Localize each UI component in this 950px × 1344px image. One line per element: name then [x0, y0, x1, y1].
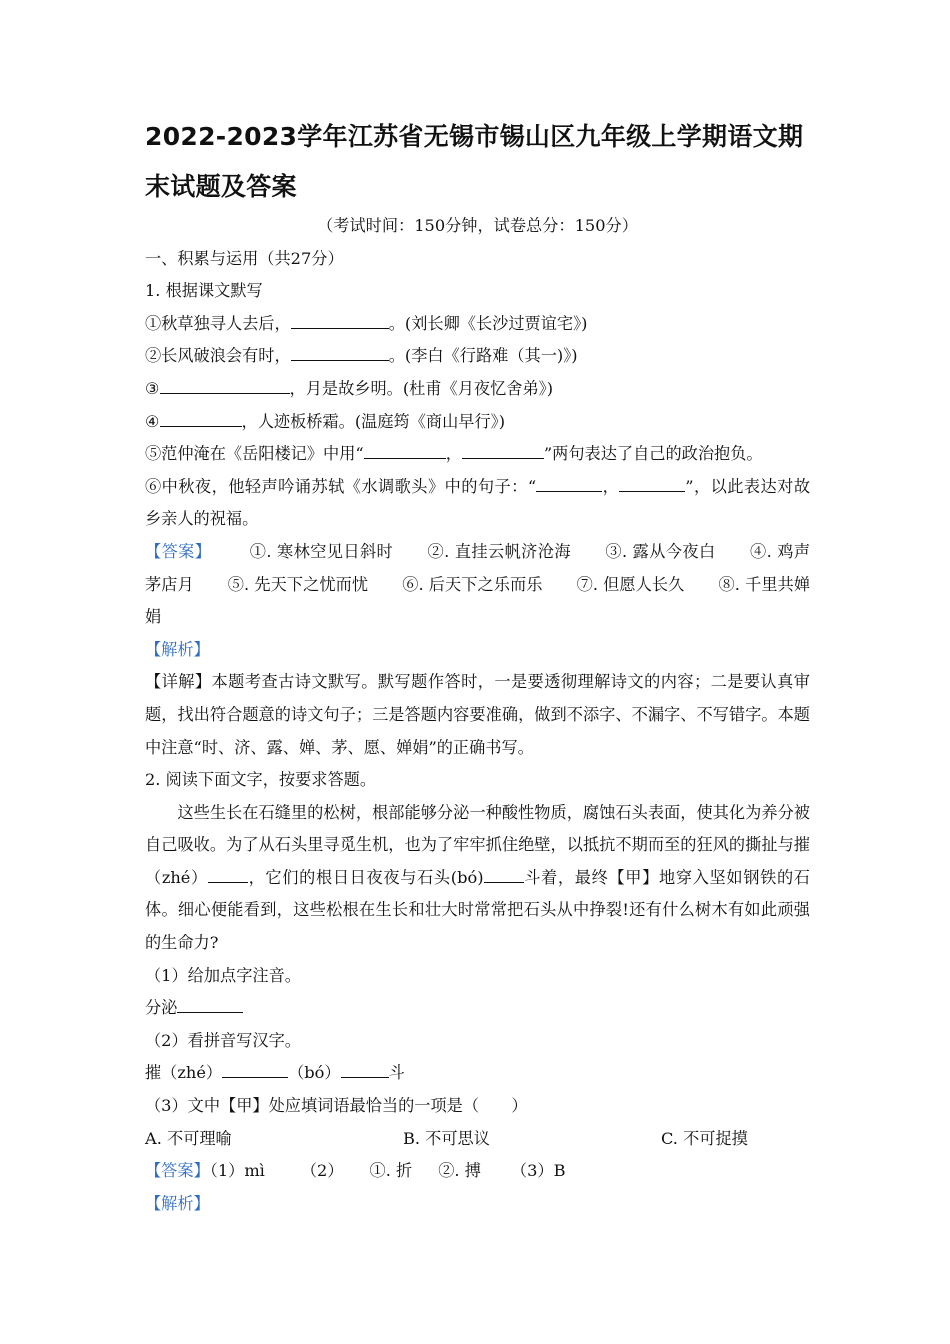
answer-blank: [462, 444, 544, 459]
q1-line-2-source: 。(李白《行路难（其一)》): [388, 346, 578, 366]
option-b: B. 不可思议: [403, 1128, 490, 1148]
option-a: A. 不可理喻: [145, 1128, 232, 1148]
q1-stem: 1. 根据课文默写: [145, 281, 263, 301]
answer-blank: [291, 314, 389, 329]
answer-item: ⑧. 千里共婵娟: [145, 574, 811, 627]
document-title: 2022-2023学年江苏省无锡市锡山区九年级上学期语文期末试题及答案: [145, 122, 804, 201]
exam-info: （考试时间：150分钟，试卷总分：150分）: [317, 216, 638, 235]
q1-line-5-comma: ，: [445, 444, 462, 464]
q1-analysis-label: 【解析】: [145, 639, 210, 659]
passage-text: 斗着，最终【甲】地穿入坚如钢铁的石体。细心便能看到，这些松根在生长和壮大时常常把石头从中挣裂!还有什么树木有如此顽强的生命力?: [145, 867, 810, 953]
q1-line-6-tail: ”，以此表达对故乡亲人的祝福。: [145, 476, 811, 529]
answer-item: ⑤. 先天下之忧而忧: [227, 574, 369, 594]
answer-item: ⑥. 后天下之乐而乐: [402, 574, 543, 594]
q1-line-4-text: ④: [145, 411, 160, 431]
q1-line-6: [145, 471, 810, 536]
q1-answer: [145, 536, 810, 634]
answer-label: 【答案】: [145, 1161, 210, 1181]
answer-blank: [484, 868, 524, 883]
answer-blank: [341, 1063, 389, 1078]
q2-passage: [145, 797, 810, 960]
q2-sub1: （1）给加点字注音。: [145, 965, 301, 985]
q1-line-4: [145, 406, 810, 439]
answer-item: ④. 鸡声茅店月: [145, 541, 811, 594]
answer-item: （2）: [300, 1161, 344, 1181]
q1-line-1-source: 。(刘长卿《长沙过贾谊宅》): [388, 313, 588, 333]
q2-answer: [145, 1155, 810, 1188]
document-body: [145, 210, 810, 1220]
q1-line-5: [145, 438, 810, 471]
answer-blank: [222, 1063, 288, 1078]
answer-item: ⑦. 但愿人长久: [576, 574, 685, 594]
q2-sub1-item: [145, 992, 810, 1025]
passage-text: ，它们的根日日夜夜与石头(bó): [247, 867, 484, 887]
answer-blank: [160, 412, 242, 427]
q2-stem: 2. 阅读下面文字，按要求答题。: [145, 770, 377, 790]
answer-blank: [177, 998, 243, 1013]
option-c: C. 不可捉摸: [661, 1128, 748, 1148]
answer-item: ②. 搏: [438, 1161, 481, 1181]
q1-line-5-tail: ”两句表达了自己的政治抱负。: [543, 444, 763, 464]
q1-line-3-text: ③: [145, 378, 160, 398]
q2-sub2-item: [145, 1057, 810, 1090]
answer-blank: [160, 379, 290, 394]
answer-blank: [619, 477, 685, 492]
q2-sub3: （3）文中【甲】处应填词语最恰当的一项是（ ）: [145, 1096, 528, 1116]
answer-item: ①. 寒林空见日斜时: [249, 541, 394, 561]
answer-label: 【答案】: [145, 541, 212, 561]
sub2-word: （bó）: [288, 1063, 341, 1083]
q1-line-2-text: ②长风破浪会有时，: [145, 346, 291, 366]
q1-line-1-text: ①秋草独寻人去后，: [145, 313, 291, 333]
q2-sub2: （2）看拼音写汉字。: [145, 1030, 301, 1050]
answer-blank: [364, 444, 446, 459]
q1-line-1: [145, 308, 810, 341]
q1-line-6-comma: ，: [602, 476, 620, 496]
q2-options: [145, 1123, 810, 1156]
sub2-word: 摧（zhé）: [145, 1063, 223, 1083]
q1-line-2: [145, 340, 810, 373]
answer-blank: [291, 346, 389, 361]
answer-blank: [208, 868, 248, 883]
q2-analysis-label: 【解析】: [145, 1193, 210, 1213]
q1-line-6-text: ⑥中秋夜，他轻声吟诵苏轼《水调歌头》中的句子：“: [145, 476, 537, 496]
answer-blank: [536, 477, 602, 492]
answer-item: ③. 露从今夜白: [604, 541, 716, 561]
q1-line-5-text: ⑤范仲淹在《岳阳楼记》中用“: [145, 444, 364, 464]
section-heading: 一、积累与运用（共27分）: [145, 248, 344, 268]
answer-item: ①. 折: [369, 1161, 413, 1181]
q1-detail: 【详解】本题考查古诗文默写。默写题作答时，一是要透彻理解诗文的内容；二是要认真审题，找出符合题意的诗文句子；三是答题内容要准确，做到不添字、不漏字、不写错字。本题中注意“时、济、露、婵、茅、愿、婵娟”的正确书写。: [145, 672, 810, 757]
passage-text: 这些生长在石缝里的松树，根部能够分泌一种酸性物质，腐蚀石头表面，使其化为养分被自己吸收。为了从石头里寻觅生机，也为了牢牢抓住绝壁，以抵抗不期而至的狂风的撕扯与摧（zhé）: [145, 802, 810, 887]
q1-line-4-source: ，人迹板桥霜。(温庭筠《商山早行》): [241, 411, 506, 431]
sub1-word: 分泌: [145, 998, 178, 1018]
sub2-word: 斗: [388, 1063, 405, 1083]
q1-line-3: [145, 373, 810, 406]
answer-item: （1）mì: [209, 1161, 265, 1181]
answer-item: （3）B: [510, 1161, 566, 1181]
answer-item: ②. 直挂云帆济沧海: [427, 541, 571, 561]
q1-line-3-source: ，月是故乡明。(杜甫《月夜忆舍弟》): [289, 378, 554, 398]
